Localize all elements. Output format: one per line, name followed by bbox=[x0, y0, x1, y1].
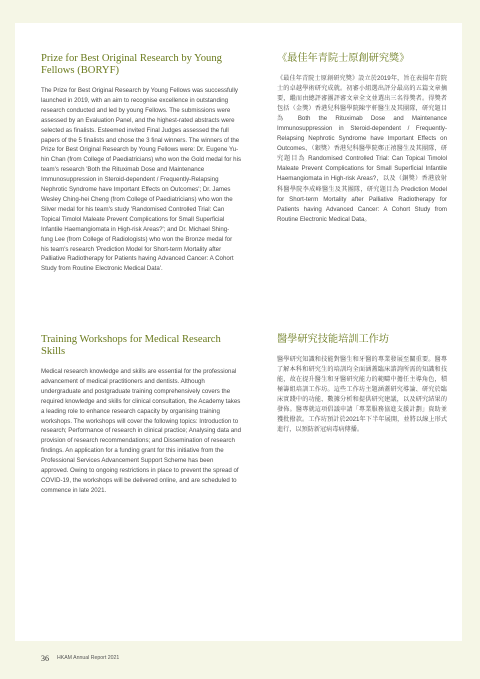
workshops-section-en bbox=[41, 334, 241, 496]
workshops-section-zh bbox=[277, 334, 447, 435]
page-number: 36 bbox=[41, 654, 49, 663]
boryf-title-zh: 《最佳年青院士原創研究獎》 bbox=[277, 53, 410, 64]
workshops-body-en: Medical research knowledge and skills are essential for the professional advancement of medical practitioners and dentists. Although undergraduate and postgraduate training comprehensively covers the required knowledge and skills for clinical consultation, the Academy takes a leading role to enhance research capacity by organising training workshops. The workshops will cover the following topics: Introduction to research; Performance of research in clinical practice; Analysing data and provision of research recommendations; and Dissemination of research findings. An application for a funding grant for this initiative from the Professional Services Advancement Support Scheme has been approved. Owing to ongoing restrictions in place to prevent the spread of COVID-19, the workshops will be delivered online, and are scheduled to commence in late 2021. bbox=[41, 368, 242, 494]
report-page bbox=[15, 23, 462, 641]
english-column bbox=[41, 53, 241, 274]
page-footer bbox=[15, 644, 462, 674]
workshops-title-zh: 醫學研究技能培訓工作坊 bbox=[277, 334, 390, 345]
chinese-column bbox=[277, 53, 447, 225]
boryf-body-en: The Prize for Best Original Research by Young Fellows was successfully launched in 2019, with an aim to recognise excellence in outstanding research conducted and led by young Fellows. The submissions were assessed by an Evaluation Panel, and the highest-rated abstracts were selected as finalists. Esteemed invited Final Judges assessed the full papers of the 5 finalists and chose the 3 final winners. The winners of the Prize for Best Original Research by Young Fellows were: Dr. Eugene Yu-hin Chan (from College of Paediatricians) who won the Gold medal for his team's research 'Both the Rituximab Dose and Maintenance Immunosuppression in Steroid-dependent / Frequently-Relapsing Nephrotic Syndrome have Important Effects on Outcomes'; Dr. James Wesley Ching-hei Cheng (from College of Paediatricians) who won the Silver medal for his team's study 'Randomised Controlled Trial: Can Topical Timolol Maleate Prevent Complications for Small Superficial Infantile Haemangiomata in High-risk Areas?'; and Dr. Michael Shing-fung Lee (from College of Radiologists) who won the Bronze medal for his team's research 'Prediction Model for Short-term Mortality after Palliative Radiotherapy for Patients having Advanced Cancer: A Cohort Study from Routine Electronic Medical Data'. bbox=[41, 87, 242, 273]
report-title: HKAM Annual Report 2021 bbox=[57, 655, 120, 661]
workshops-body-zh: 醫學研究知識和技能對醫生和牙醫的專業發展至關重要。醫專了解本科和研究生的培訓均全面涵蓋臨床諮詢所需的知識和技能，故在提升醫生和牙醫研究能力的範疇中擔任主導角色，積極籌組培訓工作坊。這些工作坊主題涵蓋研究導論、研究於臨床實踐中的功能、數據分析和提供研究建議，以及研究結果的發佈。醫專就這項倡議申請「專業服務協進支援計劃」資助並獲批撥款。工作坊預計於2021年下半年展開，並將以線上形式進行，以預防新冠病毒病傳播。 bbox=[277, 356, 447, 434]
boryf-title-en: Prize for Best Original Research by Young Fellows (BORYF) bbox=[41, 53, 222, 76]
workshops-title-en: Training Workshops for Medical Research Skills bbox=[41, 334, 221, 357]
boryf-body-zh: 《最佳年青院士原創研究獎》設立於2019年，旨在表揚年青院士的卓越學術研究成就。初審小組選出評分最高的五篇文章摘要，繼而由總評審團評審文章全文並選出三名得獎者。得獎者包括（金獎）香港兒科醫學院陳宇軒醫生及其團隊，研究題目為 Both the Rituximab Dose and Maintenance Immunosuppression in Steroid-dependent / Frequently-Relapsing Nephrotic Syndrome have Important Effects on Outcomes、（銀獎）香港兒科醫學院鄭正禧醫生及其團隊，研究題目為 Randomised Controlled Trial: Can Topical Timolol Maleate Prevent Complications for Small Superficial Infantile Haemangiomata in High-risk Areas?，以及（銅獎）香港放射科醫學院李成峰醫生及其團隊，研究題目為 Prediction Model for Short-term Mortality after Palliative Radiotherapy for Patients having Advanced Cancer: A Cohort Study from Routine Electronic Medical Data。 bbox=[277, 75, 447, 223]
